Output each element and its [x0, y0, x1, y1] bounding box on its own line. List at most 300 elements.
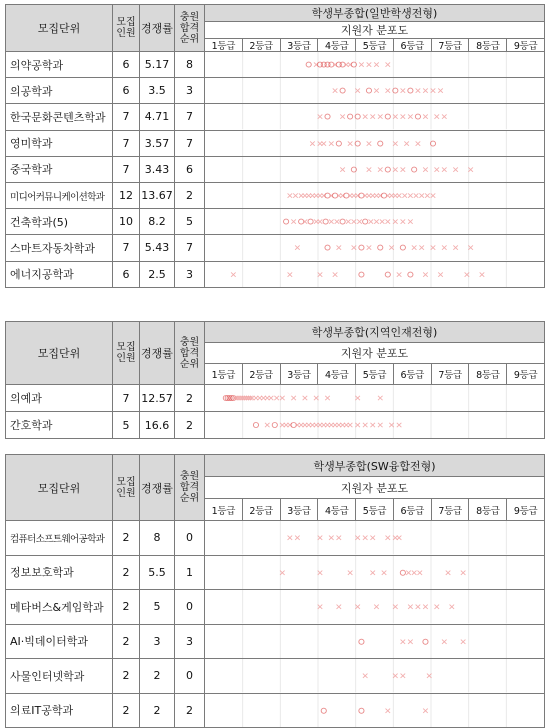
rank-value: 7	[175, 104, 205, 130]
distribution-plot	[205, 78, 544, 103]
table-row	[6, 182, 545, 208]
ratio-value: 5.17	[140, 52, 175, 78]
unit-header: 모집단위	[6, 455, 113, 521]
unit-name: 한국문화콘텐츠학과	[6, 104, 113, 130]
applicant-pass-marker	[408, 88, 413, 93]
applicant-pass-marker	[385, 114, 390, 119]
quota-header	[113, 322, 140, 385]
quota-header-line: 인원	[116, 487, 136, 499]
distribution-plot	[205, 556, 544, 590]
section-title: 학생부종합(SW융합전형)	[205, 455, 545, 477]
applicant-fail-marker	[386, 536, 391, 540]
applicant-pass-marker	[359, 708, 364, 713]
grade-label-1: 1등급	[211, 370, 236, 381]
applicant-fail-marker	[337, 246, 342, 250]
applicant-pass-marker	[340, 219, 345, 224]
distribution-plot	[205, 521, 544, 555]
rank-header-line: 합격	[179, 347, 200, 359]
grade-label-1: 1등급	[211, 505, 236, 517]
distribution-cell	[205, 590, 545, 625]
table-row	[6, 693, 545, 728]
applicant-fail-marker	[418, 570, 423, 574]
distribution-plot	[205, 412, 544, 438]
applicant-pass-marker	[323, 219, 328, 224]
ratio-value: 8	[140, 521, 175, 556]
applicant-fail-marker	[408, 639, 413, 643]
applicant-pass-marker	[366, 88, 371, 93]
applicant-fail-marker	[414, 193, 419, 197]
applicant-fail-marker	[402, 193, 407, 197]
rank-value: 2	[175, 412, 205, 439]
distribution-plot	[205, 104, 544, 129]
applicant-fail-marker	[348, 423, 353, 427]
applicant-fail-marker	[374, 62, 379, 66]
table-row	[6, 104, 545, 130]
quota-header-line: 모집	[116, 17, 136, 28]
applicant-fail-marker	[397, 423, 402, 427]
rank-value: 2	[175, 693, 205, 728]
unit-name: 건축학과(5)	[6, 209, 113, 235]
admission-table-1	[5, 4, 545, 288]
applicant-fail-marker	[374, 605, 379, 609]
rank-value: 0	[175, 521, 205, 556]
grade-label-1: 1등급	[211, 41, 236, 52]
grade-label-3: 3등급	[280, 364, 318, 384]
applicant-fail-marker	[434, 605, 439, 609]
applicant-fail-marker	[423, 115, 428, 119]
quota-value: 2	[113, 590, 140, 625]
applicant-fail-marker	[374, 220, 379, 224]
distribution-plot	[205, 590, 544, 624]
applicant-pass-marker	[363, 219, 368, 224]
grade-label-9: 9등급	[506, 364, 544, 384]
rank-value: 2	[175, 182, 205, 208]
applicant-fail-marker	[357, 220, 362, 224]
distribution-cell	[205, 659, 545, 694]
rank-header	[175, 455, 205, 521]
ratio-value: 16.6	[140, 412, 175, 439]
applicant-pass-marker	[385, 272, 390, 277]
applicant-fail-marker	[291, 396, 296, 400]
applicant-fail-marker	[274, 396, 279, 400]
table-row	[6, 555, 545, 590]
quota-header-line: 모집	[116, 476, 136, 488]
rank-header-line: 충원	[179, 336, 200, 348]
grade-label-5: 5등급	[355, 39, 393, 51]
applicant-fail-marker	[419, 246, 424, 250]
grade-label-2: 2등급	[242, 499, 280, 520]
rank-value: 6	[175, 156, 205, 182]
quota-value: 2	[113, 659, 140, 694]
applicant-fail-marker	[346, 220, 351, 224]
applicant-pass-marker	[408, 272, 413, 277]
distribution-cell	[205, 104, 545, 130]
applicant-fail-marker	[329, 141, 334, 145]
distribution-cell	[205, 182, 545, 208]
applicant-fail-marker	[412, 570, 417, 574]
ratio-value: 5	[140, 590, 175, 625]
grade-label-8: 8등급	[468, 499, 506, 520]
applicant-fail-marker	[423, 167, 428, 171]
quota-header-line: 인원	[116, 28, 136, 39]
applicant-fail-marker	[416, 89, 421, 93]
admission-table-3	[5, 454, 545, 728]
applicant-pass-marker	[336, 141, 341, 146]
applicant-fail-marker	[438, 272, 443, 276]
applicant-fail-marker	[231, 272, 236, 276]
applicant-pass-marker	[385, 167, 390, 172]
quota-value: 6	[113, 261, 140, 287]
rank-value: 0	[175, 659, 205, 694]
applicant-fail-marker	[370, 423, 375, 427]
applicant-fail-marker	[380, 220, 385, 224]
grade-label-6: 6등급	[393, 499, 431, 520]
table-row	[6, 590, 545, 625]
applicant-fail-marker	[382, 570, 387, 574]
distribution-cell	[205, 521, 545, 556]
table-row	[6, 156, 545, 182]
applicant-pass-marker	[325, 245, 330, 250]
applicant-fail-marker	[335, 220, 340, 224]
unit-header: 모집단위	[6, 5, 113, 52]
applicant-fail-marker	[442, 639, 447, 643]
distribution-plot	[205, 235, 544, 260]
distribution-plot	[205, 209, 544, 234]
rank-header-line: 합격	[179, 22, 200, 34]
table-row	[6, 78, 545, 104]
applicant-fail-marker	[333, 272, 338, 276]
rank-value: 3	[175, 624, 205, 659]
quota-value: 7	[113, 156, 140, 182]
applicant-fail-marker	[446, 570, 451, 574]
quota-header-line: 인원	[116, 353, 136, 364]
applicant-fail-marker	[386, 220, 391, 224]
unit-name: AI·빅데이터학과	[6, 624, 113, 659]
applicant-fail-marker	[442, 115, 447, 119]
unit-name: 사물인터넷학과	[6, 659, 113, 694]
applicant-fail-marker	[453, 246, 458, 250]
distribution-plot	[205, 659, 544, 693]
applicant-fail-marker	[333, 89, 338, 93]
grade-label-3: 3등급	[280, 499, 318, 520]
applicant-fail-marker	[438, 89, 443, 93]
table-row	[6, 130, 545, 156]
ratio-value: 3.5	[140, 78, 175, 104]
distribution-cell	[205, 52, 545, 78]
applicant-fail-marker	[340, 115, 345, 119]
applicant-pass-marker	[423, 639, 428, 644]
table-row	[6, 235, 545, 261]
applicant-pass-marker	[359, 245, 364, 250]
grade-label-4: 4등급	[317, 39, 355, 51]
quota-value: 6	[113, 52, 140, 78]
quota-header-line: 모집	[116, 342, 136, 353]
quota-value: 7	[113, 235, 140, 261]
unit-name: 간호학과	[6, 412, 113, 439]
applicant-fail-marker	[288, 272, 293, 276]
quota-value: 2	[113, 693, 140, 728]
distribution-cell	[205, 156, 545, 182]
rank-value: 3	[175, 78, 205, 104]
applicant-fail-marker	[416, 605, 421, 609]
rank-value: 8	[175, 52, 205, 78]
applicant-fail-marker	[265, 423, 270, 427]
applicant-fail-marker	[378, 167, 383, 171]
distribution-cell	[205, 78, 545, 104]
grade-scale-row	[205, 364, 544, 384]
applicant-fail-marker	[269, 396, 274, 400]
distribution-cell	[205, 209, 545, 235]
applicant-fail-marker	[442, 246, 447, 250]
quota-value: 5	[113, 412, 140, 439]
applicant-fail-marker	[367, 246, 372, 250]
applicant-fail-marker	[295, 536, 300, 540]
distribution-cell	[205, 235, 545, 261]
applicant-pass-marker	[284, 219, 289, 224]
unit-name: 메타버스&게임학과	[6, 590, 113, 625]
applicant-pass-marker	[400, 245, 405, 250]
rank-header-line: 합격	[179, 482, 200, 493]
unit-name: 정보보호학과	[6, 555, 113, 590]
applicant-pass-marker	[306, 62, 311, 67]
applicant-pass-marker	[308, 219, 313, 224]
ratio-header: 경쟁률	[140, 5, 175, 52]
rank-value: 7	[175, 130, 205, 156]
applicant-fail-marker	[348, 570, 353, 574]
table-row	[6, 624, 545, 659]
applicant-pass-marker	[348, 114, 353, 119]
applicant-fail-marker	[363, 674, 368, 678]
quota-value: 7	[113, 385, 140, 412]
quota-value: 2	[113, 555, 140, 590]
applicant-fail-marker	[404, 141, 409, 145]
distribution-plot	[205, 262, 544, 287]
applicant-pass-marker	[272, 422, 277, 427]
distribution-plot	[205, 183, 544, 208]
distribution-cell	[205, 130, 545, 156]
applicant-fail-marker	[401, 674, 406, 678]
unit-name: 중국학과	[6, 156, 113, 182]
applicant-fail-marker	[367, 141, 372, 145]
applicant-pass-marker	[415, 114, 420, 119]
applicant-fail-marker	[374, 89, 379, 93]
grade-label-4: 4등급	[317, 364, 355, 384]
applicant-fail-marker	[348, 141, 353, 145]
ratio-value: 2	[140, 659, 175, 694]
distribution-plot	[205, 694, 544, 728]
quota-value: 7	[113, 104, 140, 130]
unit-name: 의료IT공학과	[6, 693, 113, 728]
ratio-value: 3	[140, 624, 175, 659]
applicant-fail-marker	[363, 115, 368, 119]
applicant-fail-marker	[329, 536, 334, 540]
rank-header-line: 충원	[179, 471, 200, 482]
unit-name: 미디어커뮤니케이션학과	[6, 182, 113, 208]
applicant-pass-marker	[359, 272, 364, 277]
unit-name: 컴퓨터소프트웨어공학과	[6, 521, 113, 556]
applicant-fail-marker	[363, 536, 368, 540]
applicant-pass-marker	[325, 114, 330, 119]
unit-name: 에너지공학과	[6, 261, 113, 287]
ratio-value: 3.57	[140, 130, 175, 156]
applicant-fail-marker	[386, 62, 391, 66]
applicant-fail-marker	[293, 193, 298, 197]
applicant-fail-marker	[329, 220, 334, 224]
grade-label-2: 2등급	[242, 364, 280, 384]
distribution-header: 지원자 분포도	[205, 343, 545, 364]
applicant-fail-marker	[461, 639, 466, 643]
applicant-fail-marker	[359, 62, 364, 66]
grade-label-8: 8등급	[468, 39, 506, 51]
applicant-fail-marker	[434, 167, 439, 171]
applicant-fail-marker	[461, 570, 466, 574]
rank-header-line: 순위	[179, 358, 200, 370]
ratio-header: 경쟁률	[140, 322, 175, 385]
applicant-pass-marker	[253, 422, 258, 427]
applicant-pass-marker	[378, 141, 383, 146]
distribution-cell	[205, 555, 545, 590]
quota-header	[113, 455, 140, 521]
header-row-title	[6, 322, 545, 343]
admission-table-2	[5, 321, 545, 439]
grade-label-7: 7등급	[431, 39, 469, 51]
applicant-fail-marker	[386, 708, 391, 712]
rank-value: 3	[175, 261, 205, 287]
ratio-value: 4.71	[140, 104, 175, 130]
grade-scale-row	[205, 499, 544, 520]
rank-value: 2	[175, 385, 205, 412]
applicant-fail-marker	[325, 396, 330, 400]
distribution-plot	[205, 625, 544, 659]
rank-header-line: 순위	[179, 33, 200, 45]
distribution-plot	[205, 131, 544, 156]
distribution-plot	[205, 157, 544, 182]
header-row-title	[6, 5, 545, 22]
applicant-fail-marker	[423, 708, 428, 712]
applicant-fail-marker	[406, 570, 411, 574]
applicant-fail-marker	[378, 396, 383, 400]
grade-scale-row	[205, 39, 544, 51]
applicant-pass-marker	[340, 88, 345, 93]
table-row	[6, 209, 545, 235]
distribution-plot	[205, 385, 544, 411]
applicant-fail-marker	[423, 605, 428, 609]
grade-label-2: 2등급	[242, 39, 280, 51]
distribution-header: 지원자 분포도	[205, 22, 545, 39]
ratio-value: 5.5	[140, 555, 175, 590]
applicant-pass-marker	[321, 708, 326, 713]
distribution-header: 지원자 분포도	[205, 477, 545, 499]
ratio-value: 8.2	[140, 209, 175, 235]
applicant-fail-marker	[450, 605, 455, 609]
quota-value: 12	[113, 182, 140, 208]
rank-header	[175, 5, 205, 52]
grade-label-3: 3등급	[280, 39, 318, 51]
grade-label-5: 5등급	[355, 499, 393, 520]
unit-name: 의예과	[6, 385, 113, 412]
applicant-fail-marker	[386, 89, 391, 93]
distribution-plot	[205, 52, 544, 77]
unit-header: 모집단위	[6, 322, 113, 385]
quota-value: 7	[113, 130, 140, 156]
applicant-pass-marker	[378, 245, 383, 250]
header-row-title	[6, 455, 545, 477]
grade-scale	[205, 499, 545, 521]
grade-label-9: 9등급	[506, 499, 544, 520]
applicant-fail-marker	[397, 536, 402, 540]
ratio-value: 12.57	[140, 385, 175, 412]
applicant-fail-marker	[370, 115, 375, 119]
distribution-cell	[205, 412, 545, 439]
grade-label-7: 7등급	[431, 364, 469, 384]
distribution-cell	[205, 693, 545, 728]
quota-value: 10	[113, 209, 140, 235]
applicant-fail-marker	[378, 423, 383, 427]
rank-header	[175, 322, 205, 385]
applicant-fail-marker	[310, 141, 315, 145]
applicant-fail-marker	[303, 396, 308, 400]
applicant-fail-marker	[419, 193, 424, 197]
quota-header	[113, 5, 140, 52]
unit-name: 영미학과	[6, 130, 113, 156]
applicant-fail-marker	[480, 272, 485, 276]
applicant-fail-marker	[442, 167, 447, 171]
quota-value: 2	[113, 624, 140, 659]
unit-name: 의공학과	[6, 78, 113, 104]
applicant-fail-marker	[401, 220, 406, 224]
table-row	[6, 521, 545, 556]
rank-header-line: 순위	[179, 493, 200, 504]
ratio-value: 2.5	[140, 261, 175, 287]
applicant-fail-marker	[401, 639, 406, 643]
applicant-fail-marker	[408, 605, 413, 609]
applicant-fail-marker	[378, 115, 383, 119]
applicant-pass-marker	[359, 639, 364, 644]
applicant-fail-marker	[397, 272, 402, 276]
table-row	[6, 385, 545, 412]
ratio-value: 3.43	[140, 156, 175, 182]
table-row	[6, 52, 545, 78]
applicant-pass-marker	[412, 167, 417, 172]
grade-label-9: 9등급	[506, 39, 544, 51]
applicant-fail-marker	[423, 272, 428, 276]
grade-label-6: 6등급	[393, 364, 431, 384]
ratio-value: 13.67	[140, 182, 175, 208]
applicant-fail-marker	[321, 141, 326, 145]
applicant-fail-marker	[295, 246, 300, 250]
grade-scale	[205, 39, 545, 52]
unit-name: 스마트자동차학과	[6, 235, 113, 261]
unit-name: 의약공학과	[6, 52, 113, 78]
applicant-fail-marker	[397, 193, 402, 197]
applicant-fail-marker	[291, 220, 296, 224]
grade-label-7: 7등급	[431, 499, 469, 520]
rank-header-line: 충원	[179, 11, 200, 23]
applicant-fail-marker	[434, 115, 439, 119]
ratio-value: 2	[140, 693, 175, 728]
applicant-fail-marker	[337, 536, 342, 540]
applicant-fail-marker	[363, 423, 368, 427]
rank-value: 0	[175, 590, 205, 625]
rank-value: 7	[175, 235, 205, 261]
table-row	[6, 261, 545, 287]
distribution-cell	[205, 261, 545, 287]
section-title: 학생부종합(지역인재전형)	[205, 322, 545, 343]
applicant-fail-marker	[288, 536, 293, 540]
ratio-value: 5.43	[140, 235, 175, 261]
grade-label-6: 6등급	[393, 39, 431, 51]
applicant-fail-marker	[367, 167, 372, 171]
